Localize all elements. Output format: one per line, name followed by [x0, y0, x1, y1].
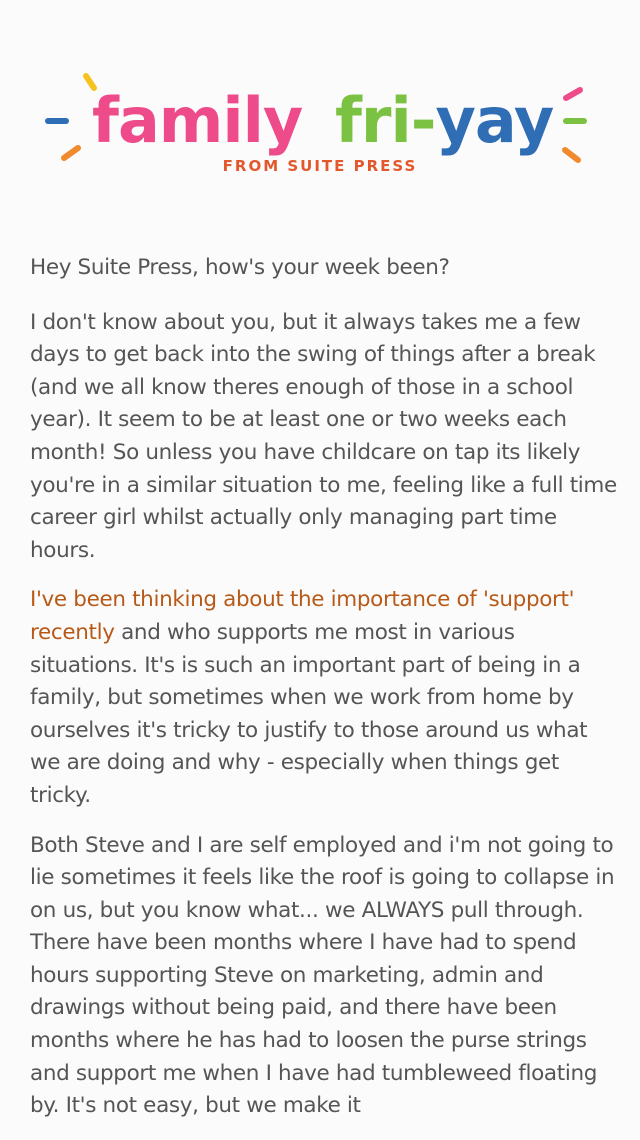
logo-word-fri: fri- [334, 84, 436, 157]
newsletter-subtitle: FROM SUITE PRESS [222, 157, 418, 175]
newsletter-header [0, 0, 640, 200]
greeting-paragraph: Hey Suite Press, how's your week been? [30, 255, 450, 280]
logo-word-yay: yay [435, 84, 554, 157]
paragraph-1: I don't know about you, but it always takes me a few days to get back into the swing of things after a break (and we all know theres enough of those in a school year). It seem to be at least one or two weeks each month! So unless you have childcare on tap its likely you're in a similar situation to me, feeling like a full time career girl whilst actually only managing part time hours. [30, 309, 617, 563]
logo-title [92, 84, 554, 157]
paragraph-3: Both Steve and I are self employed and i'm not going to lie sometimes it feels like the roof is going to collapse in on us, but you know what... we ALWAYS pull through. There have been months where I have had to spend hours supporting Steve on marketing, admin and drawings without being paid, and there have been months where he has had to loosen the purse strings and support me when I have had tumbleweed floating by. It's not easy, but we make it [30, 832, 615, 1119]
logo-word-family: family [92, 84, 303, 157]
newsletter-body [30, 252, 620, 1140]
highlighted-text: I've been thinking about the importance of 'support' recently [30, 587, 575, 645]
paragraph-2 [30, 584, 620, 812]
paragraph-2-text: and who supports me most in various situations. It's is such an important part of being in a family, but sometimes when we work from home by ourselves it's tricky to justify to those around us what we are doing and why - especially when things get tricky. [30, 619, 588, 808]
dash-right-pink [566, 90, 580, 98]
